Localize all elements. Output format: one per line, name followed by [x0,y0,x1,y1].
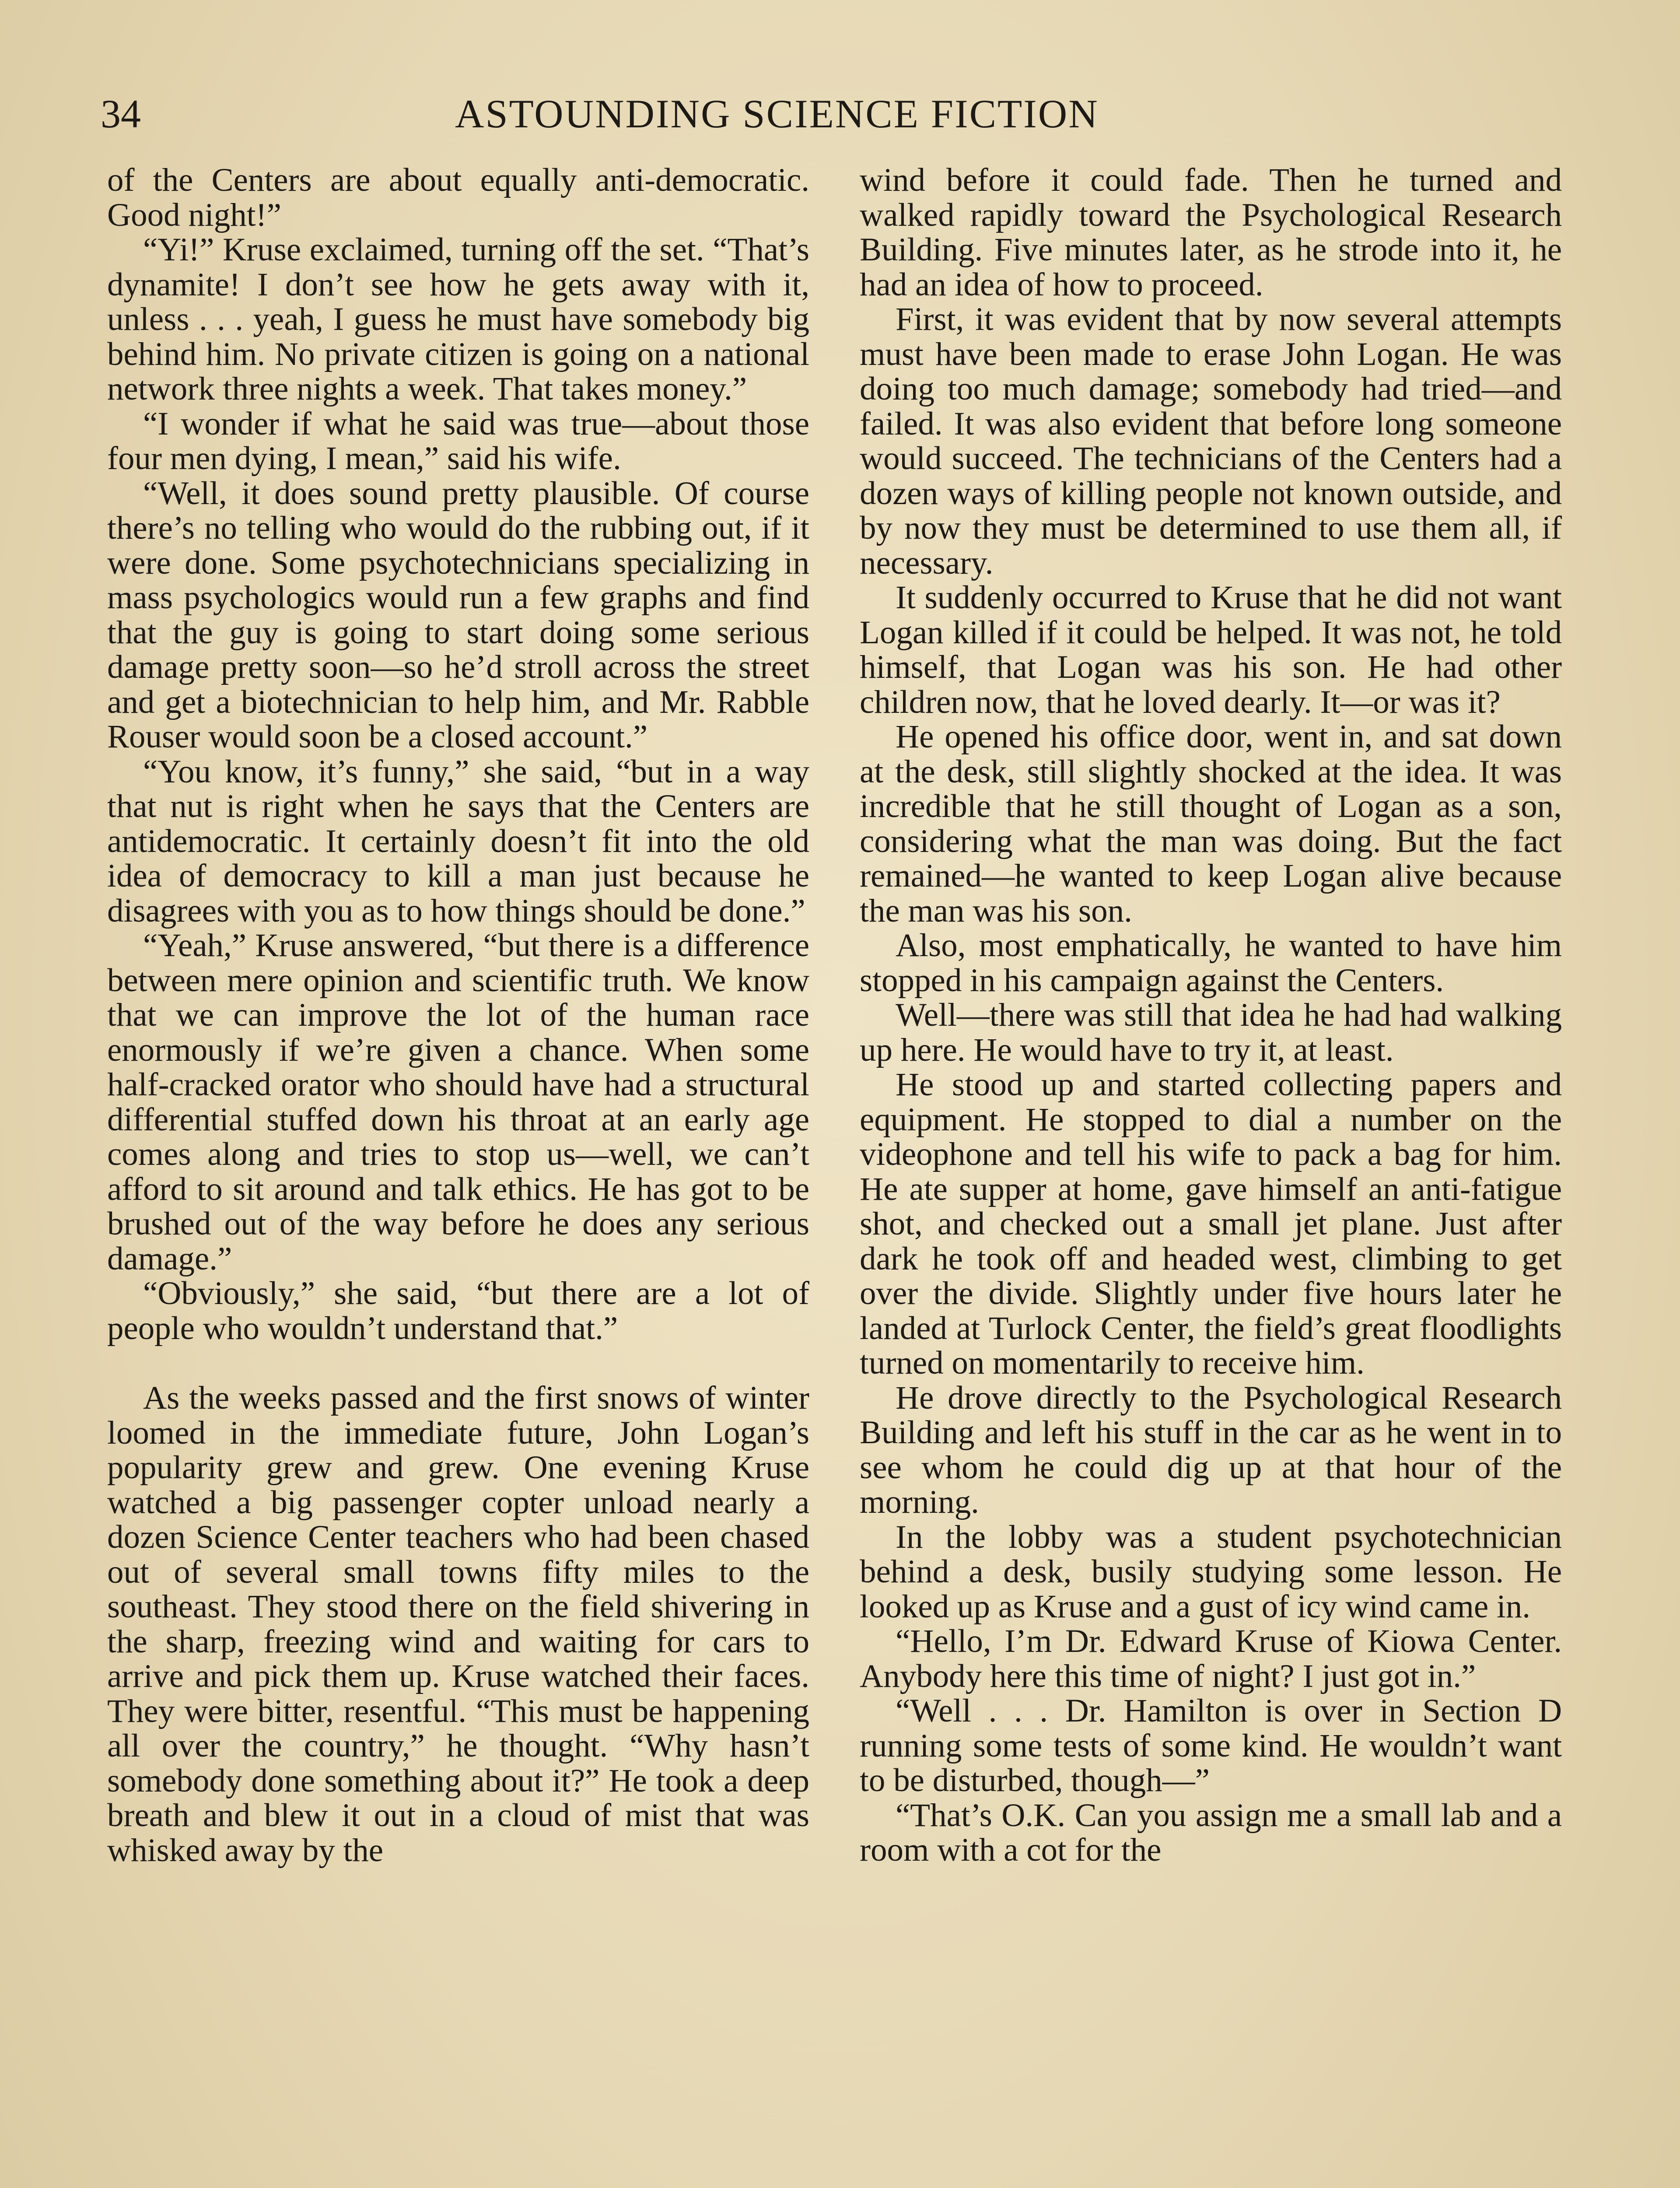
paragraph: “Yi!” Kruse exclaimed, turning off the set. “That’s dynamite! I don’t see how he gets away with it, unless . . . yeah, I guess he must have somebody big behind him. No private citizen is going on a national network three nights a week. That takes money.” [107,231,809,407]
paragraph: of the Centers are about equally anti-democratic. Good night!” [107,162,809,233]
paragraph: He stood up and started collecting papers and equipment. He stopped to dial a number on the videophone and tell his wife to pack a bag for him. He ate supper at home, gave himself an anti-fatigue shot, and checked out a small jet plane. Just after dark he took off and headed west, climbing to get over the divide. Slightly under five hours later he landed at Turlock Center, the field’s great floodlights turned on momentarily to receive him. [860,1066,1562,1381]
paragraph: It suddenly occurred to Kruse that he did not want Logan killed if it could be helped. It was not, he told himself, that Logan was his son. He had other children now, that he loved dearly. It—or was it? [860,579,1562,720]
paragraph: “Yeah,” Kruse answered, “but there is a difference between mere opinion and scientific truth. We know that we can improve the lot of the human race enormously if we’re given a chance. When some half-cracked orator who should have had a structural differential stuffed down his throat at an early age comes along and tries to stop us—well, we can’t afford to sit around and talk ethics. He has got to be brushed out of the way before he does any serious damage.” [107,927,809,1277]
magazine-title: ASTOUNDING SCIENCE FICTION [455,91,1099,136]
paragraph: “Hello, I’m Dr. Edward Kruse of Kiowa Center. Anybody here this time of night? I just got in.” [860,1623,1562,1694]
paragraph: As the weeks passed and the first snows of winter loomed in the immediate future, John Logan’s popularity grew and grew. One evening Kruse watched a big passenger copter unload nearly a dozen Science Center teachers who had been chased out of several small towns fifty miles to the southeast. They stood there on the field shivering in the sharp, freezing wind and waiting for cars to arrive and pick them up. Kruse watched their faces. They were bitter, resentful. “This must be happening all over the country,” he thought. “Why hasn’t somebody done something about it?” He took a deep breath and blew it out in a cloud of mist that was whisked away by the [107,1380,809,1869]
paragraph: “I wonder if what he said was true—about those four men dying, I mean,” said his wife. [107,405,809,477]
page-number: 34 [101,91,141,136]
paragraph: “That’s O.K. Can you assign me a small lab and a room with a cot for the [860,1797,1562,1868]
paragraph: wind before it could fade. Then he turned and walked rapidly toward the Psychological Research Building. Five minutes later, as he strode into it, he had an idea of how to proceed. [860,162,1562,303]
paragraph: “Well . . . Dr. Hamilton is over in Section D running some tests of some kind. He wouldn’t want to be disturbed, though—” [860,1693,1562,1799]
page-header [101,88,1588,140]
paragraph: Well—there was still that idea he had had walking up here. He would have to try it, at least. [860,997,1562,1068]
paragraph: “You know, it’s funny,” she said, “but in a way that nut is right when he says that the Centers are antidemocratic. It certainly doesn’t fit into the old idea of democracy to kill a man just because he disagrees with you as to how things should be done.” [107,753,809,929]
paragraph: He drove directly to the Psychological Research Building and left his stuff in the car as he went in to see whom he could dig up at that hour of the morning. [860,1379,1562,1520]
paragraph: Also, most emphatically, he wanted to have him stopped in his campaign against the Centers. [860,927,1562,999]
paragraph: In the lobby was a student psychotechnician behind a desk, busily studying some lesson. He looked up as Kruse and a gust of icy wind came in. [860,1518,1562,1625]
right-text-column [860,163,1562,1868]
paragraph: “Obviously,” she said, “but there are a lot of people who wouldn’t understand that.” [107,1275,809,1346]
paragraph: “Well, it does sound pretty plausible. Of course there’s no telling who would do the rubbing out, if it were done. Some psychotechnicians specializing in mass psychologics would run a few graphs and find that the guy is going to start doing some serious damage pretty soon—so he’d stroll across the street and get a biotechnician to help him, and Mr. Rabble Rouser would soon be a closed account.” [107,475,809,755]
paragraph: He opened his office door, went in, and sat down at the desk, still slightly shocked at the idea. It was incredible that he still thought of Logan as a son, considering what the man was doing. But the fact remained—he wanted to keep Logan alive because the man was his son. [860,719,1562,929]
paragraph: First, it was evident that by now several attempts must have been made to erase John Logan. He was doing too much damage; somebody had tried—and failed. It was also evident that before long someone would succeed. The technicians of the Centers had a dozen ways of killing people not known outside, and by now they must be determined to use them all, if necessary. [860,301,1562,581]
left-text-column [107,163,809,1868]
